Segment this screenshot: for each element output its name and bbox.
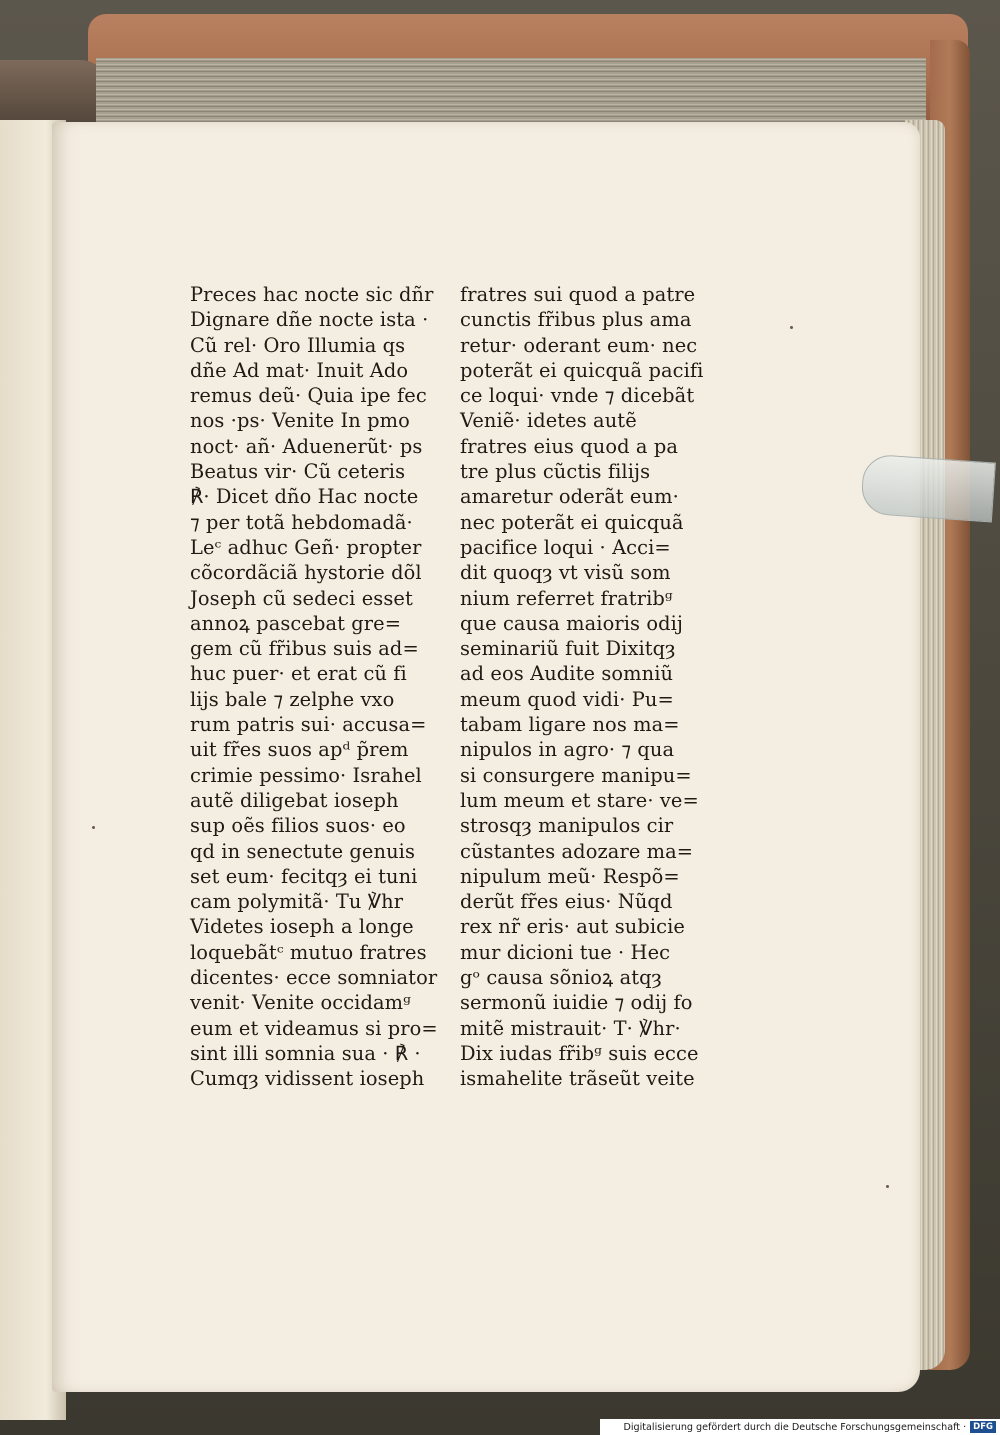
text-line: cũstantes adozare ma= bbox=[460, 839, 694, 863]
text-line: rum patris sui· accusa= bbox=[190, 713, 427, 737]
right-text-column bbox=[460, 282, 730, 1092]
text-line: dicentes· ecce somniator bbox=[190, 966, 438, 990]
text-line: ce loqui· vnde ⁊ dicebãt bbox=[460, 384, 695, 408]
text-line: sermonũ iuidie ⁊ odij fo bbox=[460, 991, 693, 1015]
text-line: lijs bale ⁊ zelphe vxo bbox=[190, 687, 395, 711]
text-line: strosqȝ manipulos cir bbox=[460, 814, 674, 838]
text-line: poterãt ei quicquã pacifi bbox=[460, 358, 704, 382]
text-line: mur dicioni tue · Hec bbox=[460, 940, 671, 964]
text-line: nec poterãt ei quicquã bbox=[460, 510, 684, 534]
text-line: dit quoqȝ vt visũ som bbox=[460, 561, 671, 585]
text-line: cõcordãciã hystorie dõl bbox=[190, 561, 422, 585]
text-line: cunctis fr̃ibus plus ama bbox=[460, 308, 692, 332]
text-line: derũt fr̃es eius· Nũqd bbox=[460, 890, 673, 914]
text-line: retur· oderant eum· nec bbox=[460, 333, 698, 357]
text-line: Joseph cũ sedeci esset bbox=[190, 586, 413, 610]
text-line: Veniẽ· idetes autẽ bbox=[460, 409, 637, 433]
text-line: nipulos in agro· ⁊ qua bbox=[460, 738, 675, 762]
text-line: ⁊ per totã hebdomadã· bbox=[190, 510, 413, 534]
text-line: Cumqȝ vidissent ioseph bbox=[190, 1067, 425, 1091]
text-line: Cũ rel· Oro Illumia qs bbox=[190, 333, 406, 357]
text-line: loquebãtᶜ mutuo fratres bbox=[190, 940, 427, 964]
text-line: lum meum et stare· ve= bbox=[460, 788, 699, 812]
text-line: tabam ligare nos ma= bbox=[460, 713, 680, 737]
digitization-credit bbox=[600, 1419, 1000, 1435]
text-line: Preces hac nocte sic dñr bbox=[190, 283, 434, 306]
text-line: sup oẽs filios suos· eo bbox=[190, 814, 406, 838]
text-line: venit· Venite occidamᵍ bbox=[190, 991, 411, 1015]
text-line: dñe Ad mat· Inuit Ado bbox=[190, 358, 409, 382]
text-line: fratres eius quod a pa bbox=[460, 434, 678, 458]
text-line: ad eos Audite somniũ bbox=[460, 662, 674, 686]
text-line: crimie pessimo· Israhel bbox=[190, 763, 422, 787]
text-line: eum et videamus si pro= bbox=[190, 1016, 438, 1040]
text-line: cam polymitã· Tu ℣hr bbox=[190, 890, 404, 914]
ink-speck bbox=[790, 326, 793, 329]
text-line: nium referret fratribᵍ bbox=[460, 586, 673, 610]
text-line: huc puer· et erat cũ fi bbox=[190, 662, 407, 686]
text-line: tre plus cũctis filijs bbox=[460, 460, 651, 484]
credit-text: Digitalisierung gefördert durch die Deutsche Forschungsgemeinschaft · bbox=[623, 1421, 967, 1433]
text-line: Leᶜ adhuc Geñ· propter bbox=[190, 535, 422, 559]
text-line: gᵒ causa sõnioꝝ atqȝ bbox=[460, 966, 662, 990]
page-stack-top bbox=[96, 58, 926, 126]
text-line: que causa maioris odij bbox=[460, 611, 684, 635]
text-line: set eum· fecitqȝ ei tuni bbox=[190, 864, 418, 888]
text-line: nipulum meũ· Respõ= bbox=[460, 864, 680, 888]
text-line: remus deũ· Quia ipe fec bbox=[190, 384, 427, 408]
text-line: si consurgere manipu= bbox=[460, 763, 692, 787]
text-line: seminariũ fuit Dixitqȝ bbox=[460, 637, 676, 661]
dfg-logo-icon: DFG bbox=[970, 1421, 996, 1433]
text-line: Beatus vir· Cũ ceteris bbox=[190, 460, 406, 484]
ink-speck bbox=[92, 826, 95, 829]
left-text-column bbox=[190, 282, 460, 1092]
text-line: uit fr̃es suos apᵈ p̃rem bbox=[190, 738, 409, 762]
text-line: noct· añ· Aduenerũt· ps bbox=[190, 434, 423, 458]
text-line: pacifice loqui · Acci= bbox=[460, 535, 671, 559]
text-line: autẽ diligebat ioseph bbox=[190, 788, 399, 812]
text-line: meum quod vidi· Pu= bbox=[460, 687, 674, 711]
text-line: sint illi somnia sua · ℟ · bbox=[190, 1041, 421, 1065]
text-line: gem cũ fr̃ibus suis ad= bbox=[190, 637, 419, 661]
text-line: mitẽ mistrauit· T· ℣hr· bbox=[460, 1016, 681, 1040]
bookmark-tab-icon bbox=[860, 453, 996, 522]
text-line: Dix iudas fr̃ibᵍ suis ecce bbox=[460, 1041, 699, 1065]
text-line: ℟· Dicet dño Hac nocte bbox=[190, 485, 419, 509]
text-line: annoꝝ pascebat gre= bbox=[190, 611, 402, 635]
text-line: Videtes ioseph a longe bbox=[190, 915, 414, 939]
text-line: ismahelite trãseũt veite bbox=[460, 1067, 695, 1091]
ink-speck bbox=[886, 1185, 889, 1188]
text-line: amaretur oderãt eum· bbox=[460, 485, 679, 509]
text-line: fratres sui quod a patre bbox=[460, 283, 696, 306]
text-line: rex nr̃ eris· aut subicie bbox=[460, 915, 685, 939]
text-line: Dignare dñe nocte ista · bbox=[190, 308, 429, 332]
text-line: qd in senectute genuis bbox=[190, 839, 416, 863]
text-line: nos ·ps· Venite In pmo bbox=[190, 409, 410, 433]
